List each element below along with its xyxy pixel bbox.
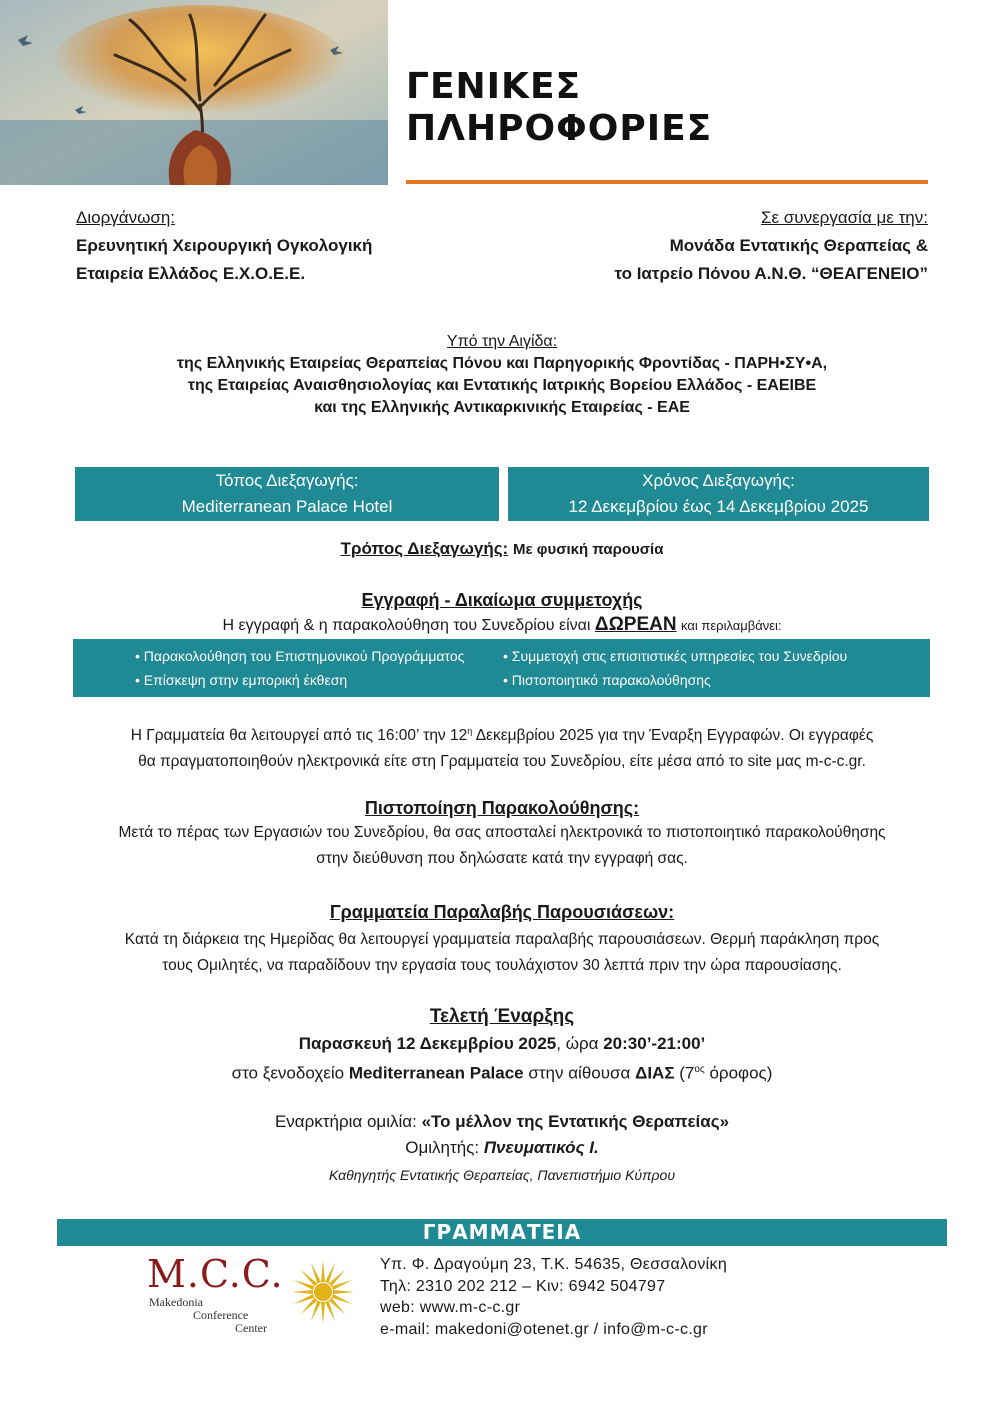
logo-text: M.C.C.	[147, 1252, 284, 1296]
include-item: • Συμμετοχή στις επισιτιστικές υπηρεσίες του Συνεδρίου	[503, 648, 848, 664]
collaboration-line-2: το Ιατρείο Πόνου Α.Ν.Θ. “ΘΕΑΓΕΝΕΙΟ”	[614, 264, 928, 283]
venue-value: Mediterranean Palace Hotel	[181, 497, 393, 516]
aegis-label: Υπό την Αιγίδα:	[446, 333, 558, 350]
opening-datetime: Παρασκευή 12 Δεκεμβρίου 2025, ώρα 20:30’-21:00’	[298, 1034, 706, 1053]
secretariat-line-1: Η Γραμματεία θα λειτουργεί από τις 16:00’ την $12^\eta$ Δεκεμβρίου 2025 για την Έναρξη Εγγραφών. Οι εγγραφές	[130, 726, 874, 745]
registration-text-after: και περιλαμβάνει:	[681, 618, 782, 633]
venue-label: Τόπος Διεξαγωγής:	[215, 471, 359, 490]
opening-place: στο ξενοδοχείο Mediterranean Palace στην αίθουσα ΔΙΑΣ ($7^{o\varsigma}$ όροφος)	[231, 1063, 773, 1083]
collaboration-label: Σε συνεργασία με την:	[761, 208, 928, 227]
certification-line-1: Μετά το πέρας των Εργασιών του Συνεδρίου, θα σας αποσταλεί ηλεκτρονικά το πιστοποιητικό παρακολούθησης	[118, 824, 886, 841]
registration-includes	[73, 639, 930, 697]
registration-heading: Εγγραφή - Δικαίωμα συμμετοχής	[361, 590, 643, 610]
registration-summary	[60, 614, 944, 637]
mode-label: Τρόπος Διεξαγωγής:	[340, 539, 509, 558]
time-label: Χρόνος Διεξαγωγής:	[642, 471, 795, 490]
vergina-sun-icon	[293, 1256, 353, 1336]
collaboration-line-1: Μονάδα Εντατικής Θεραπείας &	[669, 236, 928, 255]
registration-text-before: Η εγγραφή & η παρακολούθηση του Συνεδρίου είναι	[222, 617, 591, 634]
certification-line-2: στην διεύθυνση που δηλώσατε κατά την εγγραφή σας.	[316, 850, 688, 867]
title-line-1: ΓΕΝΙΚΕΣ	[406, 66, 582, 107]
organizer-label: Διοργάνωση:	[76, 208, 176, 227]
opening-heading: Τελετή Έναρξης	[429, 1006, 575, 1027]
aegis-line-2: της Εταιρείας Αναισθησιολογίας και Εντατικής Ιατρικής Βορείου Ελλάδος - ΕΑΕΙΒΕ	[187, 377, 817, 394]
secretariat-line-2: θα πραγματοποιηθούν ηλεκτρονικά είτε στη Γραμματεία του Συνεδρίου, είτε μέσα από το site μας m-c-c.gr.	[138, 753, 866, 771]
secretariat-contact	[380, 1254, 727, 1340]
presentations-line-2: τους Ομιλητές, να παραδίδουν την εργασία τους τουλάχιστον 30 λεπτά πριν την ώρα παρουσίασης.	[162, 957, 842, 974]
secretariat-title-bar: ΓΡΑΜΜΑΤΕΙΑ	[57, 1219, 947, 1246]
contact-web[interactable]: web: www.m-c-c.gr	[380, 1299, 521, 1316]
time-value: 12 Δεκεμβρίου έως 14 Δεκεμβρίου 2025	[568, 497, 869, 516]
aegis-block	[60, 331, 944, 419]
title-divider	[406, 180, 928, 184]
free-badge: ΔΩΡΕΑΝ	[594, 614, 677, 635]
contact-phone: Τηλ: 2310 202 212 – Κιν: 6942 504797	[380, 1277, 666, 1295]
title-line-2: ΠΛΗΡΟΦΟΡΙΕΣ	[406, 108, 713, 149]
logo-subtitle: Makedonia Conference Center	[149, 1295, 267, 1335]
include-item: • Πιστοποιητικό παρακολούθησης	[503, 672, 711, 688]
mcc-logo	[145, 1252, 355, 1342]
venue-box	[75, 467, 499, 521]
certification-heading: Πιστοποίηση Παρακολούθησης:	[364, 798, 640, 818]
contact-email[interactable]: e-mail: makedoni@otenet.gr / info@m-c-c.gr	[380, 1320, 708, 1338]
organizer-line-2: Εταιρεία Ελλάδος Ε.Χ.Ο.Ε.Ε.	[76, 264, 306, 283]
presentations-text	[60, 927, 944, 979]
organizer-block	[76, 204, 372, 288]
time-box	[508, 467, 929, 521]
include-item: • Παρακολούθηση του Επιστημονικού Προγράμματος	[135, 648, 465, 664]
page-title	[406, 66, 712, 150]
collaboration-block	[614, 204, 928, 288]
presentations-line-1: Κατά τη διάρκεια της Ημερίδας θα λειτουργεί γραμματεία παραλαβής παρουσιάσεων. Θερμή παράκληση προς	[124, 931, 880, 948]
aegis-line-3: και της Ελληνικής Αντικαρκινικής Εταιρείας - ΕΑΕ	[314, 399, 690, 416]
include-item: • Επίσκεψη στην εμπορική έκθεση	[135, 672, 348, 688]
mode-value: Με φυσική παρουσία	[512, 541, 664, 558]
opening-speaker: Ομιλητής: Πνευματικός Ι.	[405, 1138, 599, 1157]
speaker-affiliation: Καθηγητής Εντατικής Θεραπείας, Πανεπιστήμιο Κύπρου	[328, 1167, 676, 1183]
secretariat-paragraph	[60, 718, 944, 775]
certification-text	[60, 820, 944, 872]
organizer-line-1: Ερευνητική Χειρουργική Ογκολογική	[76, 236, 373, 255]
opening-talk: Εναρκτήρια ομιλία: «Το μέλλον της Εντατικής Θεραπείας»	[274, 1112, 730, 1131]
hero-image	[0, 0, 388, 185]
mode-line	[60, 537, 944, 562]
presentations-heading: Γραμματεία Παραλαβής Παρουσιάσεων:	[329, 902, 675, 922]
contact-address: Υπ. Φ. Δραγούμη 23, Τ.Κ. 54635, Θεσσαλονίκη	[380, 1256, 728, 1273]
aegis-line-1: της Ελληνικής Εταιρείας Θεραπείας Πόνου και Παρηγορικής Φροντίδας - ΠΑΡΗ•ΣΥ•Α,	[176, 355, 828, 372]
